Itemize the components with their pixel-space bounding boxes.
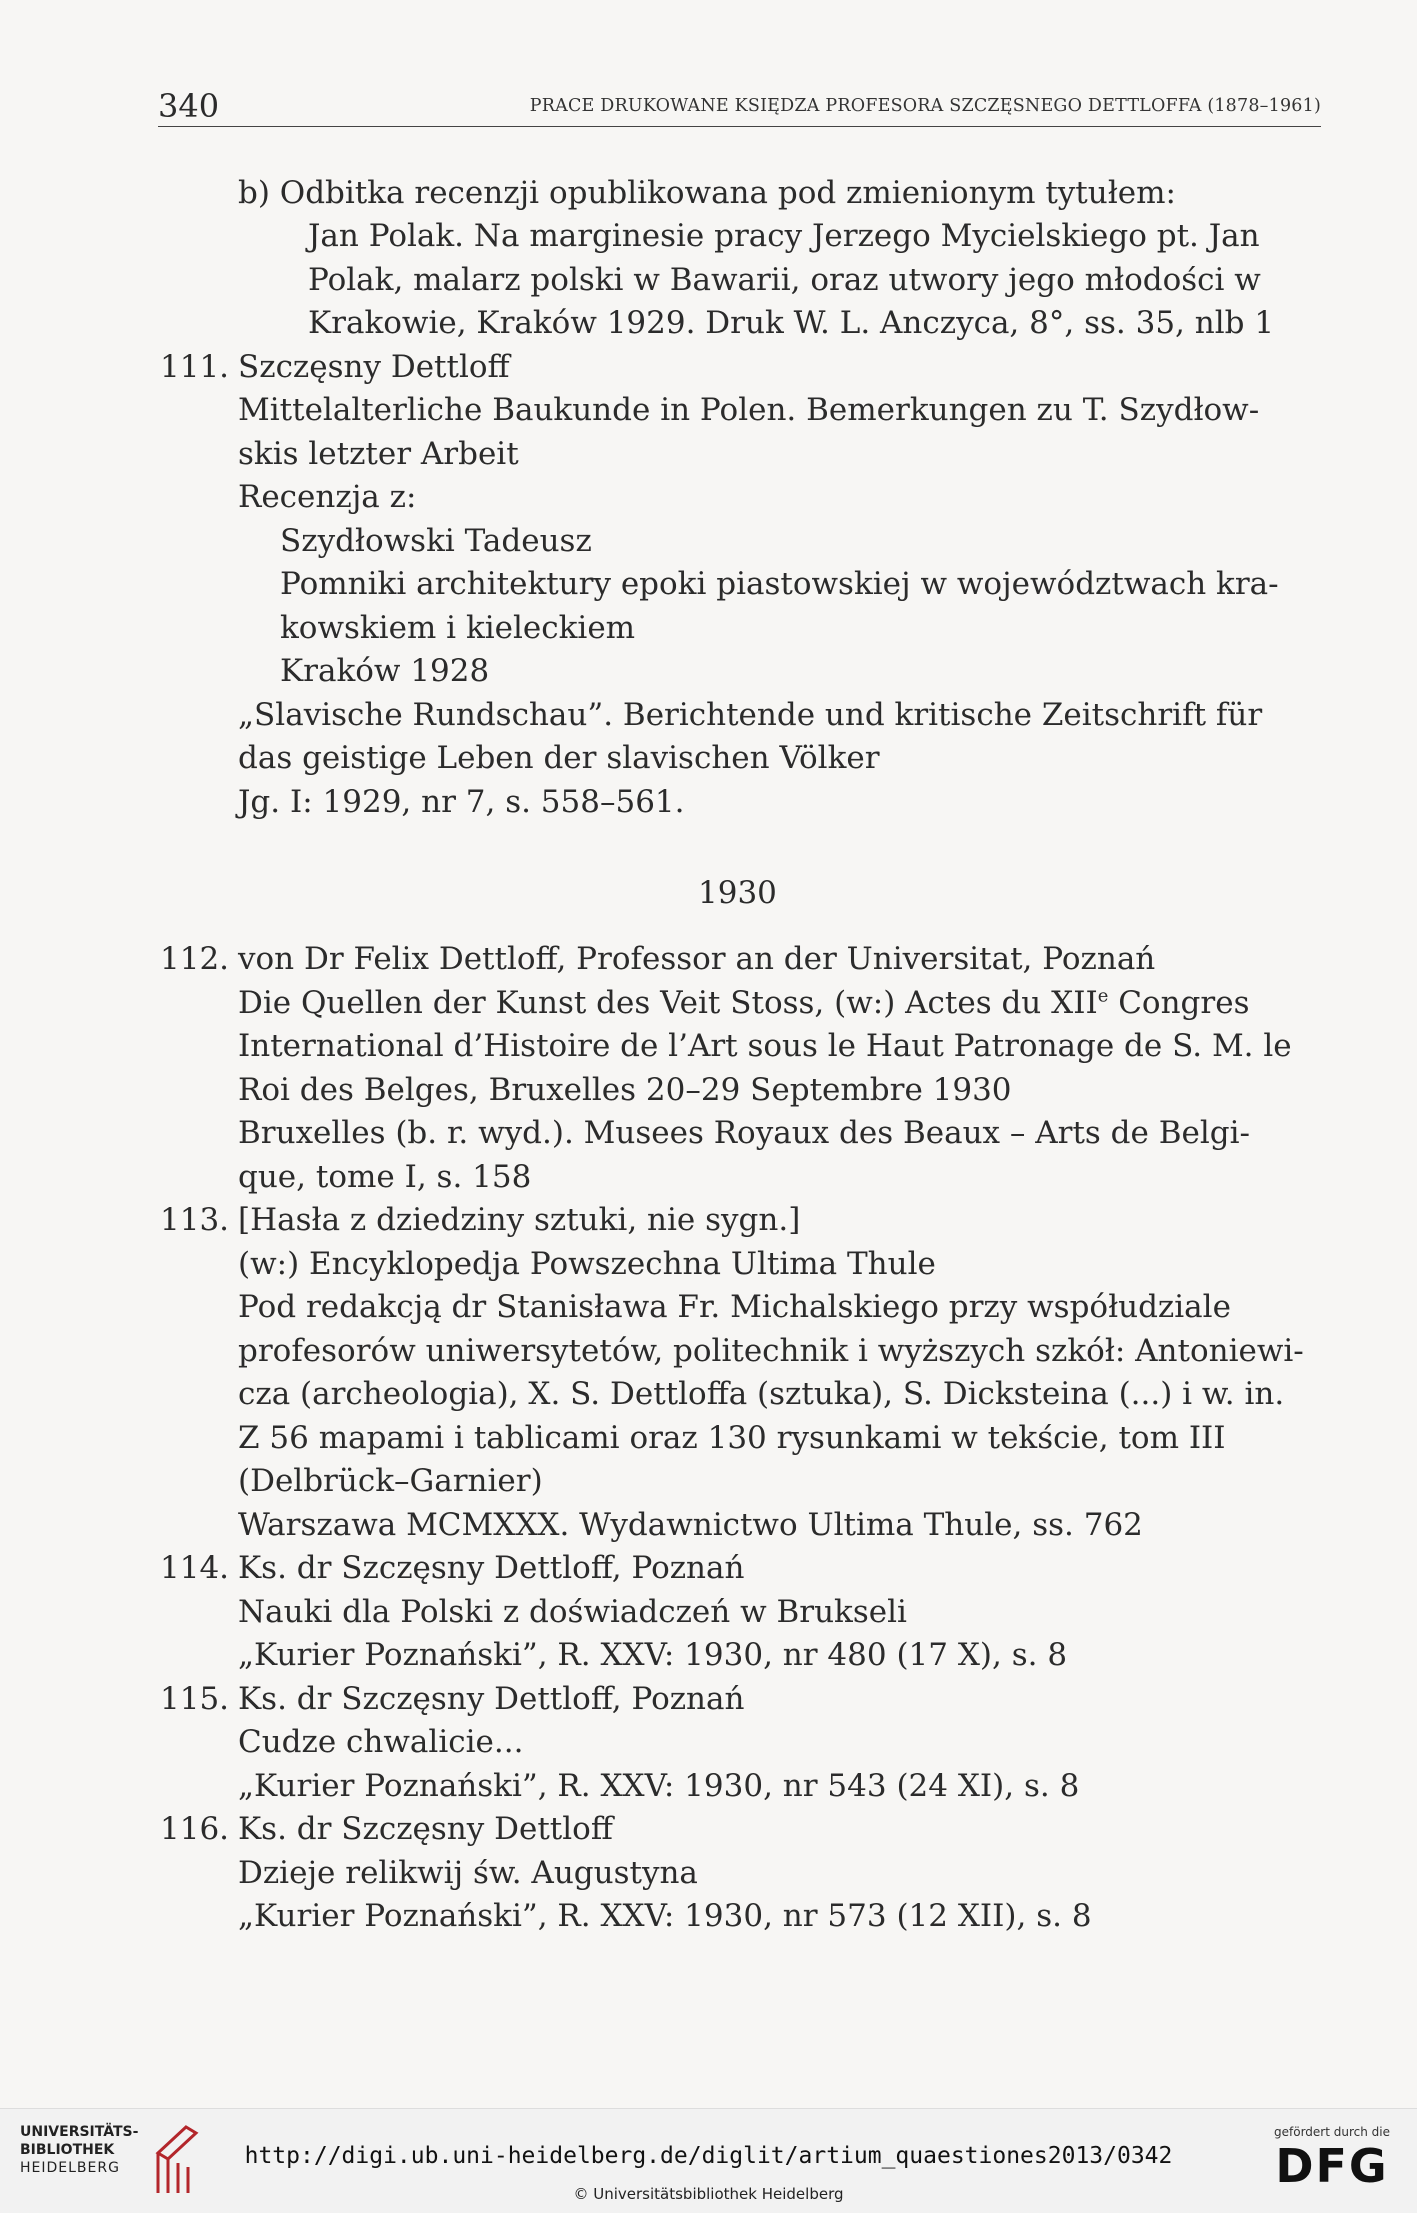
dfg-logo-text: DFG [1275, 2139, 1389, 2193]
entry-number-111: 111. [160, 349, 230, 385]
library-name-line: BIBLIOTHEK [20, 2142, 115, 2158]
page-header [158, 86, 1321, 127]
entry-113-line: (Delbrück–Garnier) [238, 1463, 543, 1499]
viewer-footer [0, 2108, 1417, 2213]
entry-116-source: „Kurier Poznański”, R. XXV: 1930, nr 573 (12 XII), s. 8 [238, 1898, 1092, 1934]
entry-number-112: 112. [160, 941, 230, 977]
entry-112-line: International d’Histoire de l’Art sous le Haut Patronage de S. M. le [238, 1028, 1292, 1064]
entry-110b-line: Krakowie, Kraków 1929. Druk W. L. Anczyca, 8°, ss. 35, nlb 1 [308, 305, 1275, 341]
entry-111-title: Mittelalterliche Baukunde in Polen. Bemerkungen zu T. Szydłow- [238, 392, 1260, 428]
page-url-link[interactable]: http://digi.ub.uni-heidelberg.de/diglit/artium_quaestiones2013/0342 [244, 2143, 1173, 2169]
entry-111-line: das geistige Leben der slavischen Völker [238, 740, 880, 776]
dfg-logo [1262, 2125, 1402, 2193]
library-name-line: UNIVERSITÄTS- [20, 2124, 139, 2140]
funded-by-label: gefördert durch die [1274, 2125, 1390, 2139]
entry-112-title-text: Die Quellen der Kunst des Veit Stoss, (w:) Actes du XII [238, 985, 1098, 1021]
entry-111-author: Szczęsny Dettloff [238, 349, 510, 385]
entry-number-115: 115. [160, 1681, 230, 1717]
entry-113-line: Pod redakcją dr Stanisława Fr. Michalskiego przy współudziale [238, 1289, 1231, 1325]
superscript: e [1097, 985, 1109, 1007]
year-heading: 1930 [698, 875, 777, 911]
entry-number-113: 113. [160, 1202, 230, 1238]
entry-112-title-text: Congres [1108, 985, 1250, 1021]
entry-111-line: Pomniki architektury epoki piastowskiej w województwach kra- [280, 566, 1279, 602]
entry-115-title: Cudze chwalicie... [238, 1724, 524, 1760]
entry-115-author: Ks. dr Szczęsny Dettloff, Poznań [238, 1681, 745, 1717]
entry-111-line: kowskiem i kieleckiem [280, 610, 636, 646]
entry-number-116: 116. [160, 1811, 230, 1847]
entry-113-line: profesorów uniwersytetów, politechnik i wyższych szkół: Antoniewi- [238, 1333, 1304, 1369]
running-title: PRACE DRUKOWANE KSIĘDZA PROFESORA SZCZĘSNEGO DETTLOFFA (1878–1961) [529, 96, 1321, 116]
entry-112-title [238, 982, 1249, 1026]
entry-111-line: Jg. I: 1929, nr 7, s. 558–561. [238, 784, 685, 820]
entry-number-114: 114. [160, 1550, 230, 1586]
copyright-notice: © Universitätsbibliothek Heidelberg [573, 2185, 844, 2203]
entry-113-line: [Hasła z dziedziny sztuki, nie sygn.] [238, 1202, 801, 1238]
library-name-line: HEIDELBERG [20, 2160, 120, 2176]
entry-114-title: Nauki dla Polski z doświadczeń w Brukseli [238, 1594, 907, 1630]
entry-110b-line: Jan Polak. Na marginesie pracy Jerzego Mycielskiego pt. Jan [308, 218, 1260, 254]
entry-113-line: Z 56 mapami i tablicami oraz 130 rysunkami w tekście, tom III [238, 1420, 1226, 1456]
entry-110b-line: b) Odbitka recenzji opublikowana pod zmienionym tytułem: [238, 175, 1176, 211]
entry-112-author: von Dr Felix Dettloff, Professor an der Universitat, Poznań [238, 941, 1156, 977]
entry-114-source: „Kurier Poznański”, R. XXV: 1930, nr 480 (17 X), s. 8 [238, 1637, 1068, 1673]
entry-112-line: que, tome I, s. 158 [238, 1159, 532, 1195]
entry-112-line: Roi des Belges, Bruxelles 20–29 Septembre 1930 [238, 1072, 1012, 1108]
entry-116-author: Ks. dr Szczęsny Dettloff [238, 1811, 613, 1847]
entry-112-line: Bruxelles (b. r. wyd.). Musees Royaux des Beaux – Arts de Belgi- [238, 1115, 1250, 1151]
entry-113-line: cza (archeologia), X. S. Dettloffa (sztuka), S. Dicksteina (...) i w. in. [238, 1376, 1285, 1412]
entry-111-line: Recenzja z: [238, 479, 417, 515]
entry-114-author: Ks. dr Szczęsny Dettloff, Poznań [238, 1550, 745, 1586]
entry-111-line: „Slavische Rundschau”. Berichtende und kritische Zeitschrift für [238, 697, 1263, 733]
entry-113-line: (w:) Encyklopedja Powszechna Ultima Thule [238, 1246, 936, 1282]
entry-116-title: Dzieje relikwij św. Augustyna [238, 1855, 698, 1891]
entry-115-source: „Kurier Poznański”, R. XXV: 1930, nr 543 (24 XI), s. 8 [238, 1768, 1080, 1804]
entry-113-line: Warszawa MCMXXX. Wydawnictwo Ultima Thule, ss. 762 [238, 1507, 1143, 1543]
entry-110b-line: Polak, malarz polski w Bawarii, oraz utwory jego młodości w [308, 262, 1261, 298]
entry-111-line: Kraków 1928 [280, 653, 490, 689]
entry-111-title: skis letzter Arbeit [238, 436, 519, 472]
entry-111-line: Szydłowski Tadeusz [280, 523, 592, 559]
page-number: 340 [158, 87, 220, 125]
